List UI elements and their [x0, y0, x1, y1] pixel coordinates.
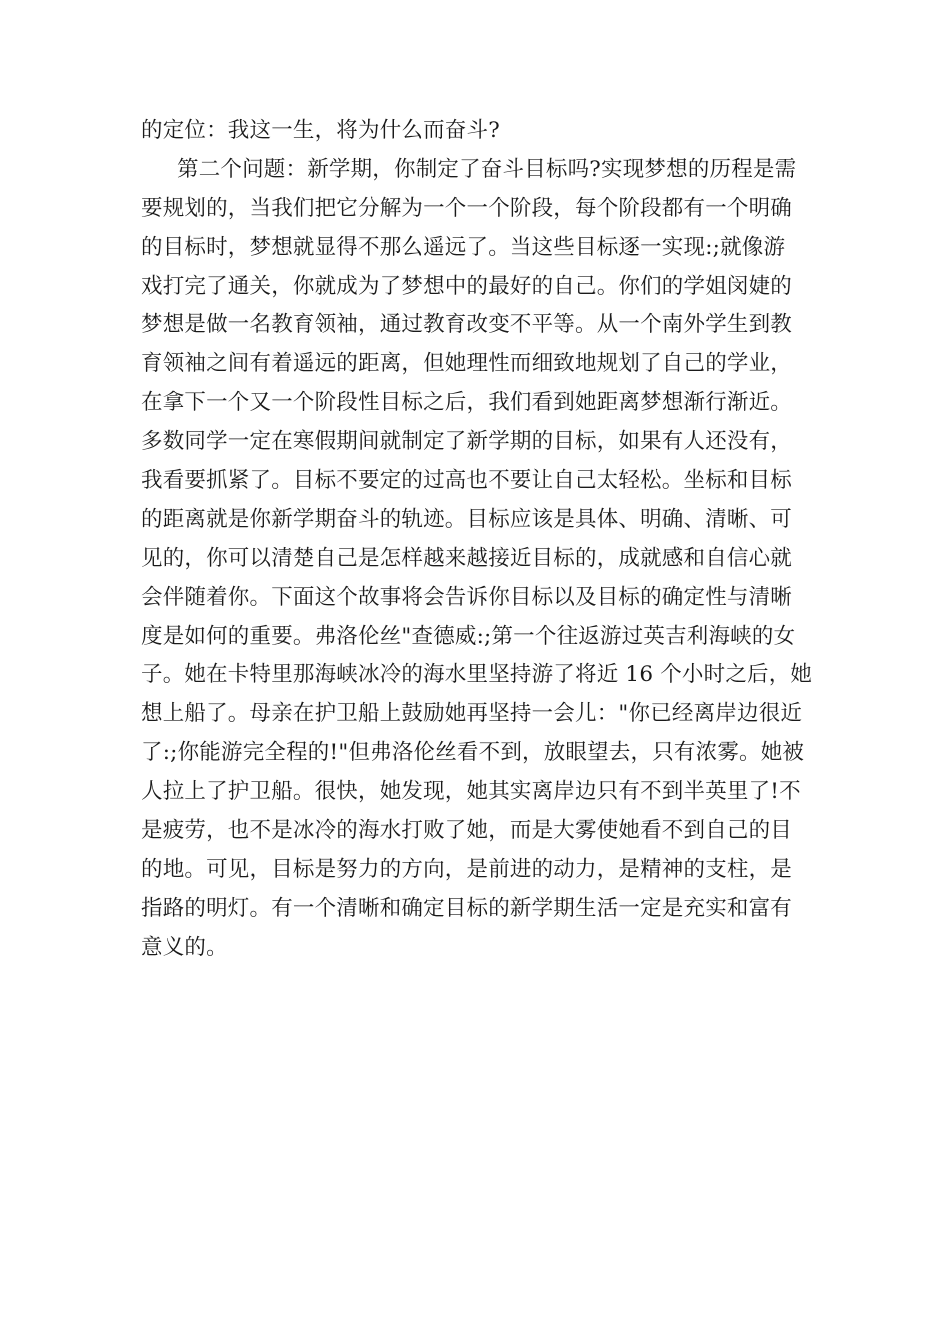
text-line: 多数同学一定在寒假期间就制定了新学期的目标，如果有人还没有，: [141, 429, 793, 455]
text-line: 要规划的，当我们把它分解为一个一个阶段，每个阶段都有一个明确: [141, 195, 793, 221]
text-line: 的目标时，梦想就显得不那么遥远了。当这些目标逐一实现:;就像游: [141, 234, 786, 260]
text-line: 戏打完了通关，你就成为了梦想中的最好的自己。你们的学姐闵婕的: [141, 273, 793, 299]
body-text: [141, 112, 841, 968]
text-line: 度是如何的重要。弗洛伦丝"查德威:;第一个往返游过英吉利海峡的女: [141, 623, 796, 649]
text-line: 会伴随着你。下面这个故事将会告诉你目标以及目标的确定性与清晰: [141, 584, 793, 610]
text-line: 子。她在卡特里那海峡冰冷的海水里坚持游了将近 16 个小时之后，她: [141, 662, 813, 688]
text-line: 的定位：我这一生，将为什么而奋斗?: [141, 118, 500, 143]
text-line: 指路的明灯。有一个清晰和确定目标的新学期生活一定是充实和富有: [141, 895, 793, 921]
text-line: 想上船了。母亲在护卫船上鼓励她再坚持一会儿："你已经离岸边很近: [141, 701, 803, 727]
text-line: 是疲劳，也不是冰冷的海水打败了她，而是大雾使她看不到自己的目: [141, 818, 793, 844]
text-line: 育领袖之间有着遥远的距离，但她理性而细致地规划了自己的学业，: [141, 351, 793, 377]
text-line: 在拿下一个又一个阶段性目标之后，我们看到她距离梦想渐行渐近。: [141, 390, 793, 416]
text-line: 的地。可见，目标是努力的方向，是前进的动力，是精神的支柱，是: [141, 856, 793, 882]
text-line: 梦想是做一名教育领袖，通过教育改变不平等。从一个南外学生到教: [141, 312, 793, 338]
text-line: 的距离就是你新学期奋斗的轨迹。目标应该是具体、明确、清晰、可: [141, 506, 793, 532]
text-line: 我看要抓紧了。目标不要定的过高也不要让自己太轻松。坐标和目标: [141, 468, 793, 494]
paragraph-first-line: 第二个问题：新学期，你制定了奋斗目标吗?实现梦想的历程是需: [177, 156, 797, 182]
text-line: 意义的。: [141, 934, 228, 960]
text-line: 见的，你可以清楚自己是怎样越来越接近目标的，成就感和自信心就: [141, 545, 793, 571]
text-line: 了:;你能游完全程的!"但弗洛伦丝看不到，放眼望去，只有浓雾。她被: [141, 740, 805, 766]
text-line: 人拉上了护卫船。很快，她发现，她其实离岸边只有不到半英里了!不: [141, 779, 801, 805]
